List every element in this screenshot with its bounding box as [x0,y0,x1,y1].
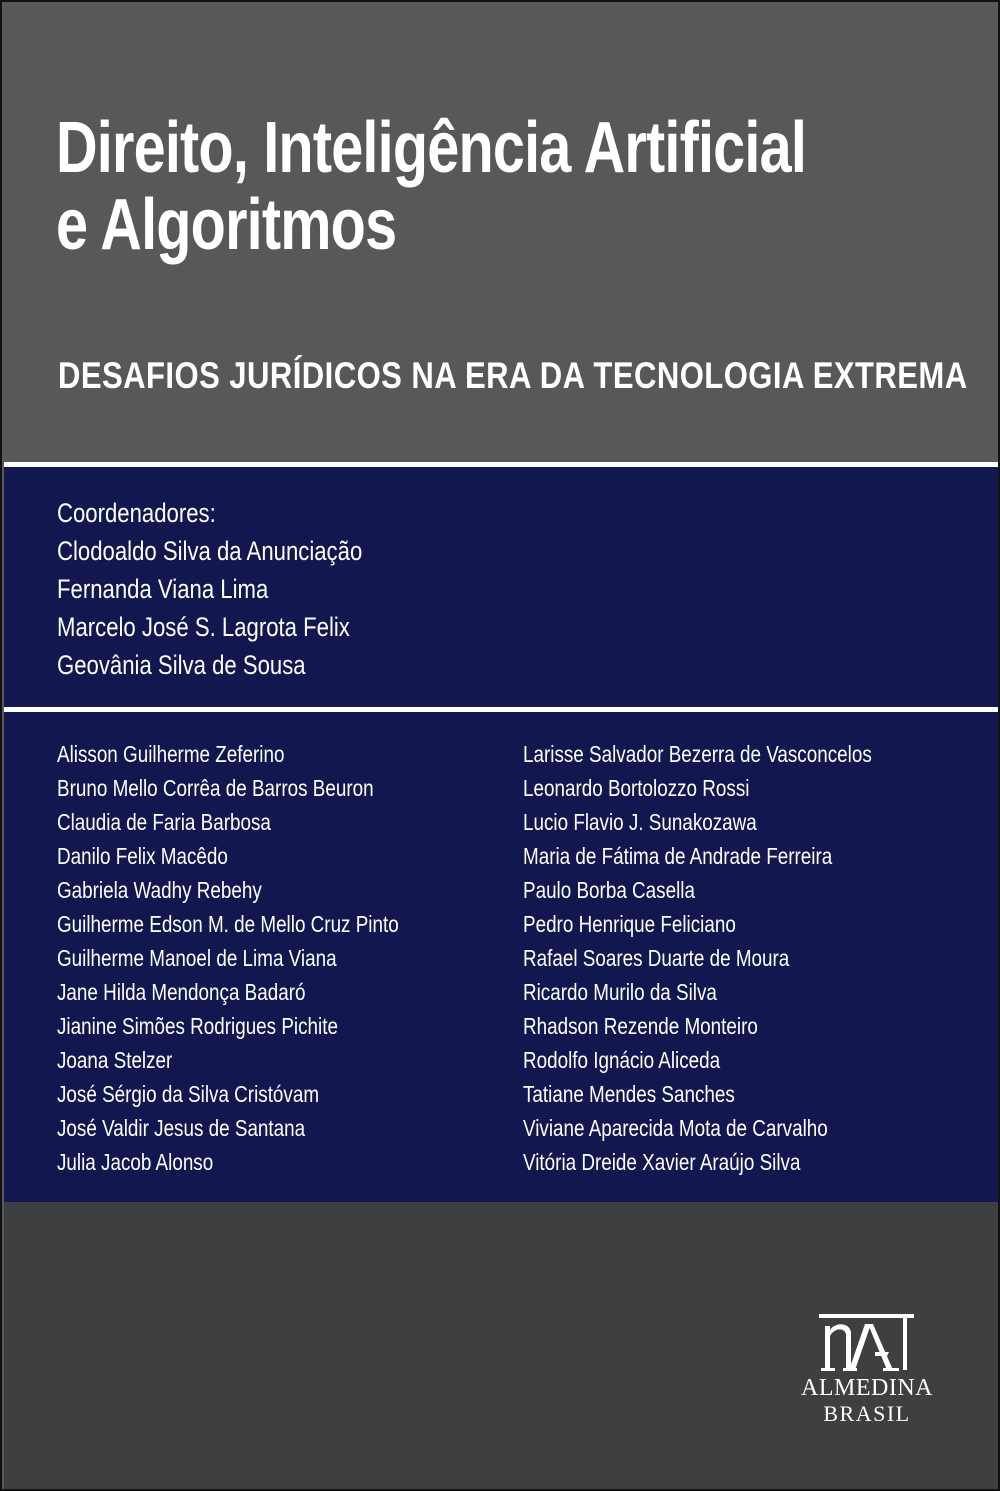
author-name: Ricardo Murilo da Silva [523,979,717,1005]
publisher-country: BRASIL [823,1401,911,1426]
coordinator-name: Clodoaldo Silva da Anunciação [57,536,363,566]
author-name: Rafael Soares Duarte de Moura [523,945,790,971]
author-name: Guilherme Manoel de Lima Viana [57,945,337,971]
author-name: Bruno Mello Corrêa de Barros Beuron [57,775,374,801]
author-name: Lucio Flavio J. Sunakozawa [523,809,757,835]
book-title-line-2: e Algoritmos [56,185,397,265]
author-name: Joana Stelzer [57,1047,173,1073]
author-name: Rhadson Rezende Monteiro [523,1013,758,1039]
author-name: Jane Hilda Mendonça Badaró [57,979,306,1005]
coordinator-name: Marcelo José S. Lagrota Felix [57,612,350,642]
authors-list-left [57,737,399,1179]
author-name: José Valdir Jesus de Santana [57,1115,306,1141]
author-name: Jianine Simões Rodrigues Pichite [57,1013,338,1039]
author-name: Alisson Guilherme Zeferino [57,741,285,767]
authors-list-right [523,737,872,1179]
author-name: Julia Jacob Alonso [57,1149,214,1175]
coordinator-name: Geovânia Silva de Sousa [57,650,306,680]
coordinator-name: Fernanda Viana Lima [57,574,269,604]
author-name: Paulo Borba Casella [523,877,695,903]
coordinators-label: Coordenadores: [57,498,216,528]
author-name: Gabriela Wadhy Rebehy [57,877,262,903]
publisher-logo [792,1312,942,1427]
author-name: Vitória Dreide Xavier Araújo Silva [523,1149,801,1175]
book-subtitle: DESAFIOS JURÍDICOS NA ERA DA TECNOLOGIA EXTREMA [58,355,968,396]
author-name: Viviane Aparecida Mota de Carvalho [523,1115,828,1141]
author-name: Claudia de Faria Barbosa [57,809,271,835]
author-name: Tatiane Mendes Sanches [523,1081,735,1107]
author-name: Maria de Fátima de Andrade Ferreira [523,843,833,869]
author-name: Guilherme Edson M. de Mello Cruz Pinto [57,911,399,937]
author-name: Rodolfo Ignácio Aliceda [523,1047,721,1073]
author-name: Larisse Salvador Bezerra de Vasconcelos [523,741,872,767]
author-name: José Sérgio da Silva Cristóvam [57,1081,320,1107]
publisher-name: ALMEDINA [801,1375,933,1401]
almedina-na-logo-icon [819,1312,914,1374]
author-name: Pedro Henrique Feliciano [523,911,736,937]
book-title-line-1: Direito, Inteligência Artificial [56,108,807,188]
author-name: Danilo Felix Macêdo [57,843,228,869]
coordinators-block [57,494,362,684]
author-name: Leonardo Bortolozzo Rossi [523,775,750,801]
book-title [56,108,807,266]
